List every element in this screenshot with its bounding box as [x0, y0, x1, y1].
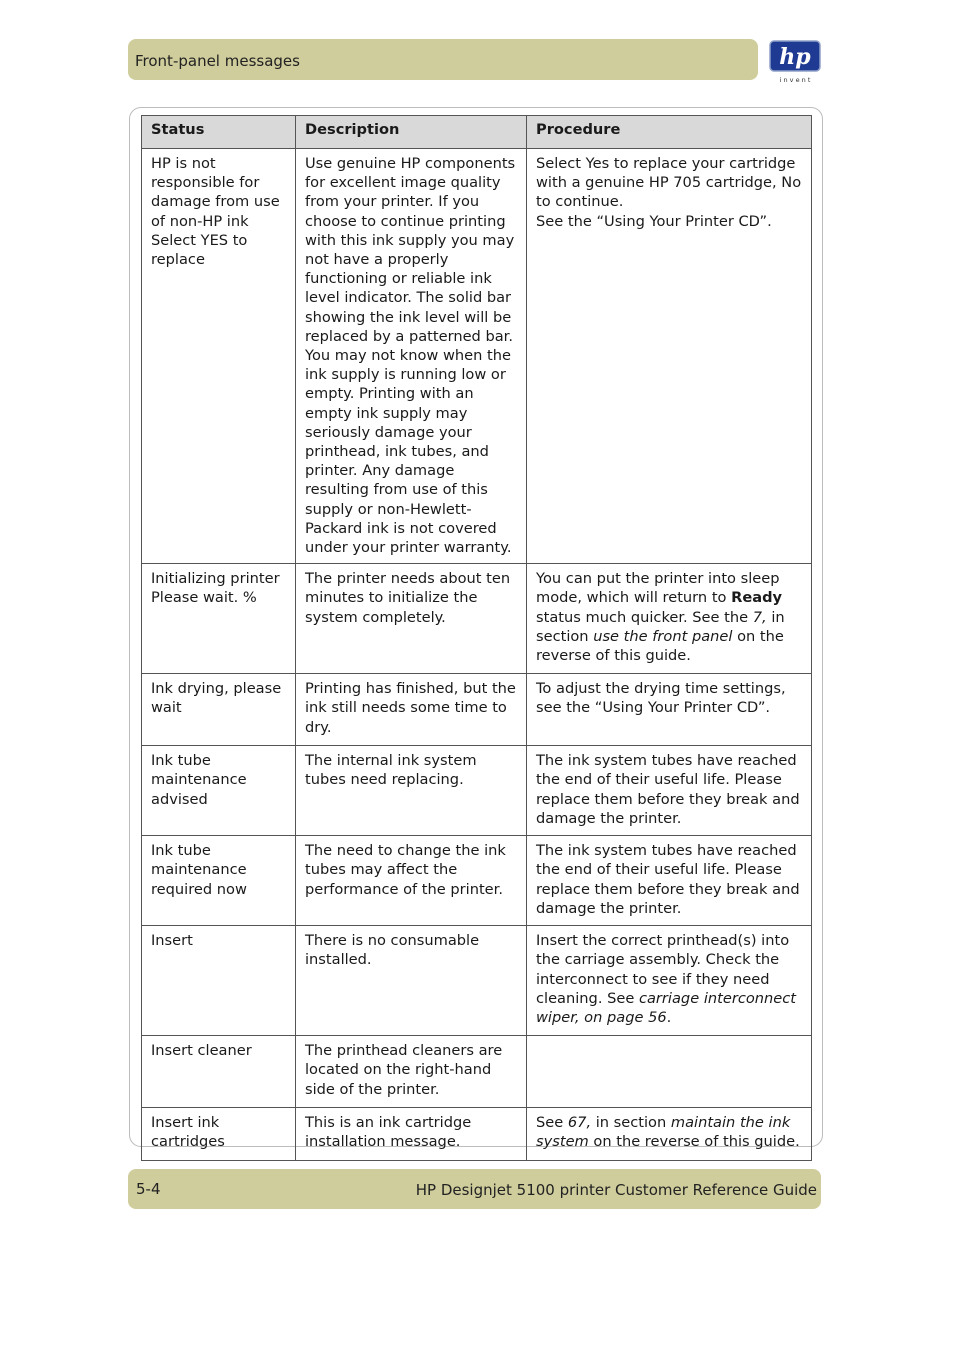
description-cell: Use genuine HP components for excellent image quality from your printer. If you choose to continue printing with this ink supply you may not have a properly functioning or reliable ink level indicator. The solid bar showing the ink level will be replaced by a patterned bar. You may not know when the ink supply is running low or empty. Printing with an empty ink supply may seriously damage your printhead, ink tubes, and printer. Any damage resulting from use of this supply or non-Hewlett-Packard ink is not covered under your printer warranty. [296, 149, 527, 564]
description-cell: The printhead cleaners are located on the right-hand side of the printer. [296, 1036, 527, 1108]
column-header-procedure: Procedure [527, 116, 812, 149]
status-cell: HP is not responsible for damage from use of non-HP ink Select YES to replace [142, 149, 296, 564]
page-number: 5-4 [136, 1180, 161, 1198]
procedure-cell: To adjust the drying time settings, see the “Using Your Printer CD”. [527, 674, 812, 746]
status-cell: Ink tube maintenance required now [142, 836, 296, 926]
guide-title: HP Designjet 5100 printer Customer Reference Guide [415, 1181, 817, 1199]
section-reference: maintain the ink system [536, 1114, 791, 1151]
section-title: Front-panel messages [135, 52, 300, 70]
description-cell: The internal ink system tubes need replacing. [296, 746, 527, 836]
ready-keyword: Ready [731, 589, 783, 607]
column-header-status: Status [142, 116, 296, 149]
description-cell: Printing has finished, but the ink still needs some time to dry. [296, 674, 527, 746]
svg-text:hp: hp [779, 44, 811, 70]
procedure-text: Select Yes to replace your cartridge with a genuine HP 705 cartridge, No to continue. [536, 155, 802, 211]
footer-bar [128, 1169, 821, 1209]
status-cell: Insert ink cartridges [142, 1108, 296, 1161]
procedure-cell [527, 1036, 812, 1108]
table-row [142, 564, 812, 674]
table-row [142, 926, 812, 1036]
procedure-cell: See 67, in section maintain the ink system on the reverse of this guide. [527, 1108, 812, 1161]
status-cell: Insert cleaner [142, 1036, 296, 1108]
description-cell: This is an ink cartridge installation message. [296, 1108, 527, 1161]
section-reference: use the front panel [593, 627, 733, 645]
procedure-cell: Insert the correct printhead(s) into the carriage assembly. Check the interconnect to see if they need cleaning. See carriage interconnect wiper, on page 56. [527, 926, 812, 1036]
column-header-description: Description [296, 116, 527, 149]
status-cell: Ink drying, please wait [142, 674, 296, 746]
description-cell: The printer needs about ten minutes to initialize the system completely. [296, 564, 527, 674]
cross-reference: 7, [752, 608, 767, 626]
hp-logo [769, 40, 821, 84]
description-cell: The need to change the ink tubes may affect the performance of the printer. [296, 836, 527, 926]
procedure-cell: The ink system tubes have reached the end of their useful life. Please replace them before they break and damage the printer. [527, 746, 812, 836]
header-bar [128, 39, 758, 80]
procedure-cell: The ink system tubes have reached the end of their useful life. Please replace them before they break and damage the printer. [527, 836, 812, 926]
description-cell: There is no consumable installed. [296, 926, 527, 1036]
table-row [142, 674, 812, 746]
cross-reference: 67, [567, 1114, 592, 1132]
svg-text:i n v e n t: i n v e n t [779, 76, 811, 84]
procedure-cell [527, 149, 812, 564]
procedure-cell: You can put the printer into sleep mode, which will return to Ready status much quicker. See the 7, in section use the front panel on the reverse of this guide. [527, 564, 812, 674]
status-cell: Ink tube maintenance advised [142, 746, 296, 836]
table-row [142, 836, 812, 926]
cross-reference: carriage interconnect wiper, on page 56 [536, 989, 796, 1027]
procedure-text: See the “Using Your Printer CD”. [536, 212, 772, 230]
table-header-row [142, 116, 812, 149]
table-row [142, 746, 812, 836]
status-cell: Insert [142, 926, 296, 1036]
messages-table [141, 115, 812, 1161]
status-cell [142, 564, 296, 674]
table-row [142, 1108, 812, 1161]
table-row [142, 149, 812, 564]
status-text: Initializing printer [151, 570, 280, 588]
table-row [142, 1036, 812, 1108]
status-text: Please wait. % [151, 589, 257, 607]
